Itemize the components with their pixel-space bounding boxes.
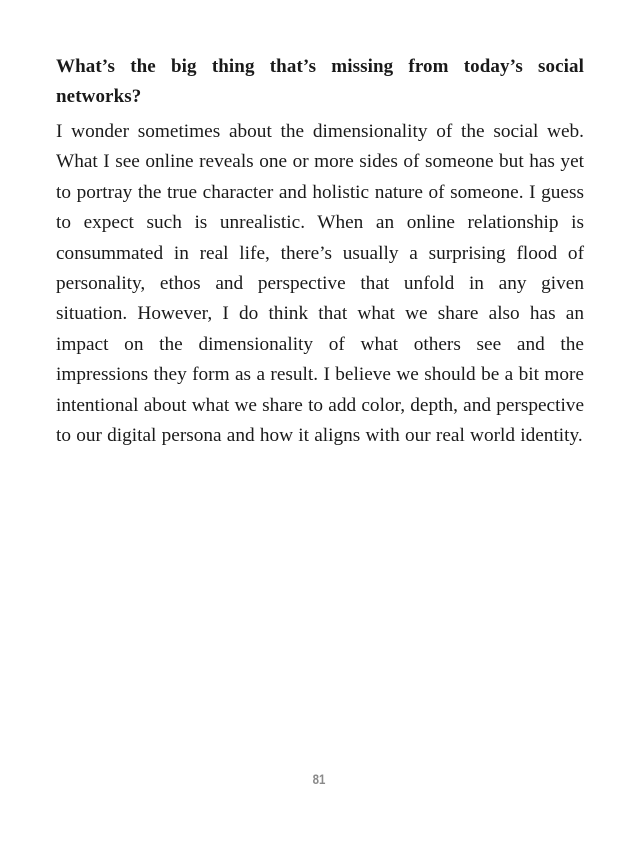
page-content: [56, 52, 584, 451]
interview-answer: I wonder sometimes about the dimensionality of the social web. What I see online reveals one or more sides of someone but has yet to portray the true character and holistic nature of someone. I guess to expect such is unrealistic. When an online relationship is consummated in real life, there’s usually a surprising flood of personality, ethos and perspective that unfold in any given situation. However, I do think that what we share also has an impact on the dimensionality of what others see and the impressions they form as a result. I believe we should be a bit more intentional about what we share to add color, depth, and perspective to our digital persona and how it aligns with our real world identity.: [56, 121, 584, 447]
interview-question: What’s the big thing that’s missing from today’s social networks?: [56, 56, 584, 107]
page-number: 81: [312, 771, 326, 787]
